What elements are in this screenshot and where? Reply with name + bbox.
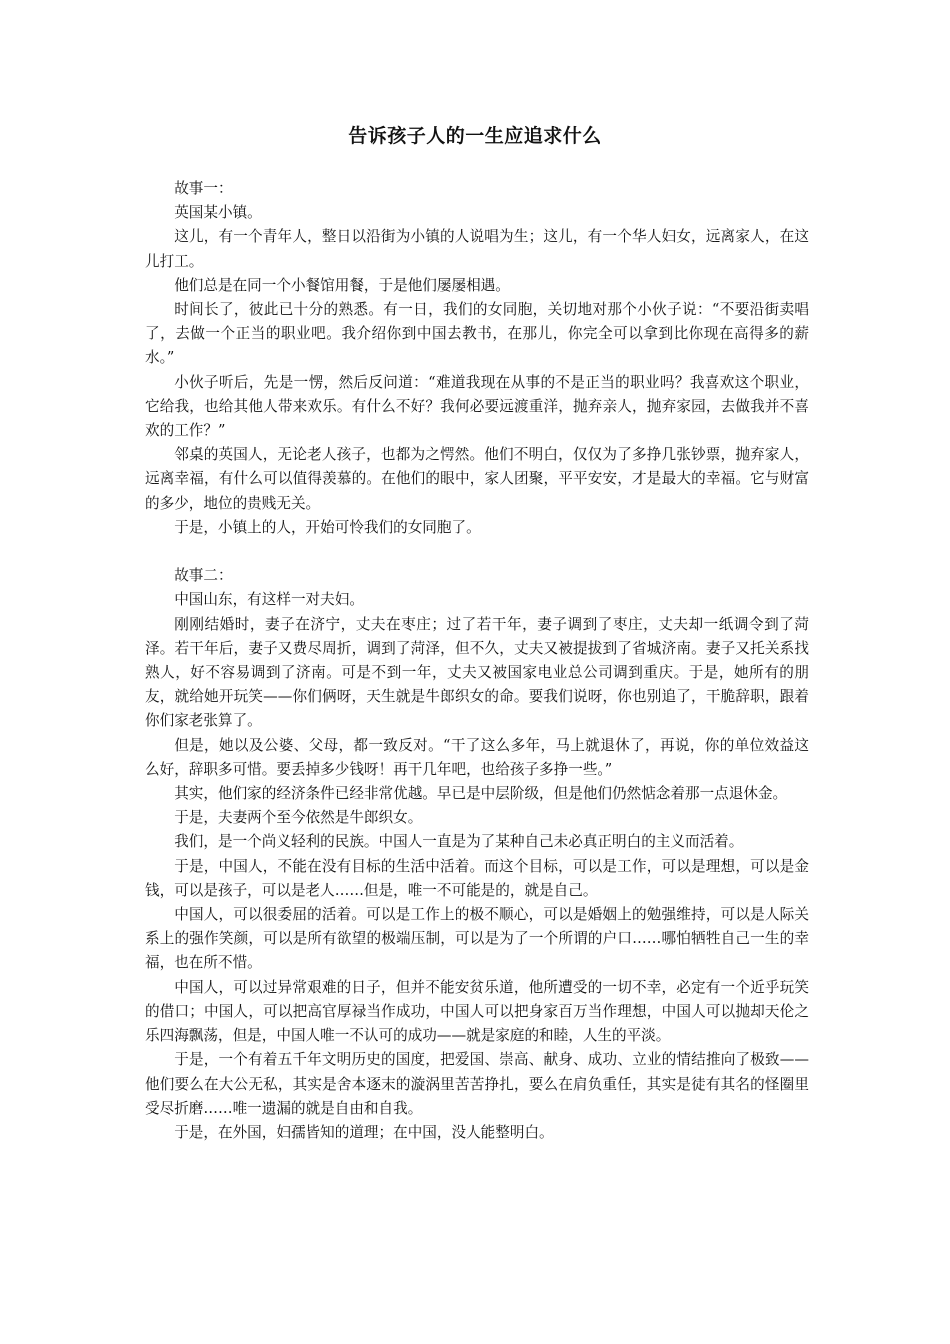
document-body (145, 177, 809, 1145)
paragraph: 中国山东，有这样一对夫妇。 (174, 591, 364, 609)
paragraph: 故事一： (174, 180, 233, 197)
paragraph: 其实，他们家的经济条件已经非常优越。早已是中层阶级，但是他们仍然惦念着那一点退休金。 (174, 785, 788, 803)
paragraph: 刚刚结婚时，妻子在济宁，丈夫在枣庄；过了若干年，妻子调到了枣庄，丈夫却一纸调令到了菏泽。若干年后，妻子又费尽周折，调到了菏泽，但不久，丈夫又被提拔到了省城济南。妻子又托关系找熟人，好不容易调到了济南。可是不到一年，丈夫又被国家电业总公司调到重庆。于是，她所有的朋友，就给她开玩笑——你们俩呀，天生就是牛郎织女的命。要我们说呀，你也别追了，干脆辞职，跟着你们家老张算了。 (145, 615, 809, 730)
paragraph: 中国人，可以很委屈的活着。可以是工作上的极不顺心，可以是婚姻上的勉强维持，可以是人际关系上的强作笑颜，可以是所有欲望的极端压制，可以是为了一个所谓的户口……哪怕牺牲自己一生的幸福，也在所不惜。 (145, 906, 809, 972)
page-title: 告诉孩子人的一生应追求什么 (348, 125, 602, 147)
paragraph: 他们总是在同一个小餐馆用餐，于是他们屡屡相遇。 (174, 276, 510, 294)
paragraph: 故事二： (174, 567, 233, 585)
paragraph: 这儿，有一个青年人，整日以沿街为小镇的人说唱为生；这儿，有一个华人妇女，远离家人，在这儿打工。 (145, 228, 809, 270)
paragraph: 我们，是一个尚义轻利的民族。中国人一直是为了某种自己未必真正明白的主义而活着。 (174, 833, 744, 851)
paragraph: 但是，她以及公婆、父母，都一致反对。“干了这么多年，马上就退休了，再说，你的单位效益这么好，辞职多可惜。要丢掉多少钱呀！再干几年吧，也给孩子多挣一些。” (145, 736, 809, 778)
paragraph: 于是，夫妻两个至今依然是牛郎织女。 (174, 809, 423, 827)
paragraph: 中国人，可以过异常艰难的日子，但并不能安贫乐道，他所遭受的一切不幸，必定有一个近乎玩笑的借口；中国人，可以把高官厚禄当作成功，中国人可以把身家百万当作理想，中国人可以抛却天伦之乐四海飘荡，但是，中国人唯一不认可的成功——就是家庭的和睦，人生的平淡。 (145, 978, 809, 1045)
paragraph: 英国某小镇。 (174, 204, 262, 222)
paragraph: 于是，在外国，妇孺皆知的道理；在中国，没人能整明白。 (174, 1123, 554, 1141)
paragraph: 于是，小镇上的人，开始可怜我们的女同胞了。 (174, 518, 481, 536)
paragraph: 于是，一个有着五千年文明历史的国度，把爱国、崇高、献身、成功、立业的情结推向了极致——他们要么在大公无私，其实是舍本逐末的漩涡里苦苦挣扎，要么在肩负重任，其实是徒有其名的怪圈里受尽折磨……唯一遗漏的就是自由和自我。 (145, 1051, 809, 1117)
paragraph: 小伙子听后，先是一愣，然后反问道：“难道我现在从事的不是正当的职业吗？我喜欢这个职业，它给我，也给其他人带来欢乐。有什么不好？我何必要远渡重洋，抛弃亲人，抛弃家园，去做我并不喜欢的工作？” (145, 373, 809, 440)
blank-line (145, 540, 809, 564)
paragraph: 邻桌的英国人，无论老人孩子，也都为之愕然。他们不明白，仅仅为了多挣几张钞票，抛弃家人，远离幸福，有什么可以值得羡慕的。在他们的眼中，家人团聚，平平安安，才是最大的幸福。它与财富的多少，地位的贵贱无关。 (145, 446, 809, 512)
paragraph: 于是，中国人，不能在没有目标的生活中活着。而这个目标，可以是工作，可以是理想，可以是金钱，可以是孩子，可以是老人……但是，唯一不可能是的，就是自己。 (145, 857, 809, 899)
paragraph: 时间长了，彼此已十分的熟悉。有一日，我们的女同胞，关切地对那个小伙子说：“不要沿街卖唱了，去做一个正当的职业吧。我介绍你到中国去教书，在那儿，你完全可以拿到比你现在高得多的薪水。” (145, 301, 809, 367)
